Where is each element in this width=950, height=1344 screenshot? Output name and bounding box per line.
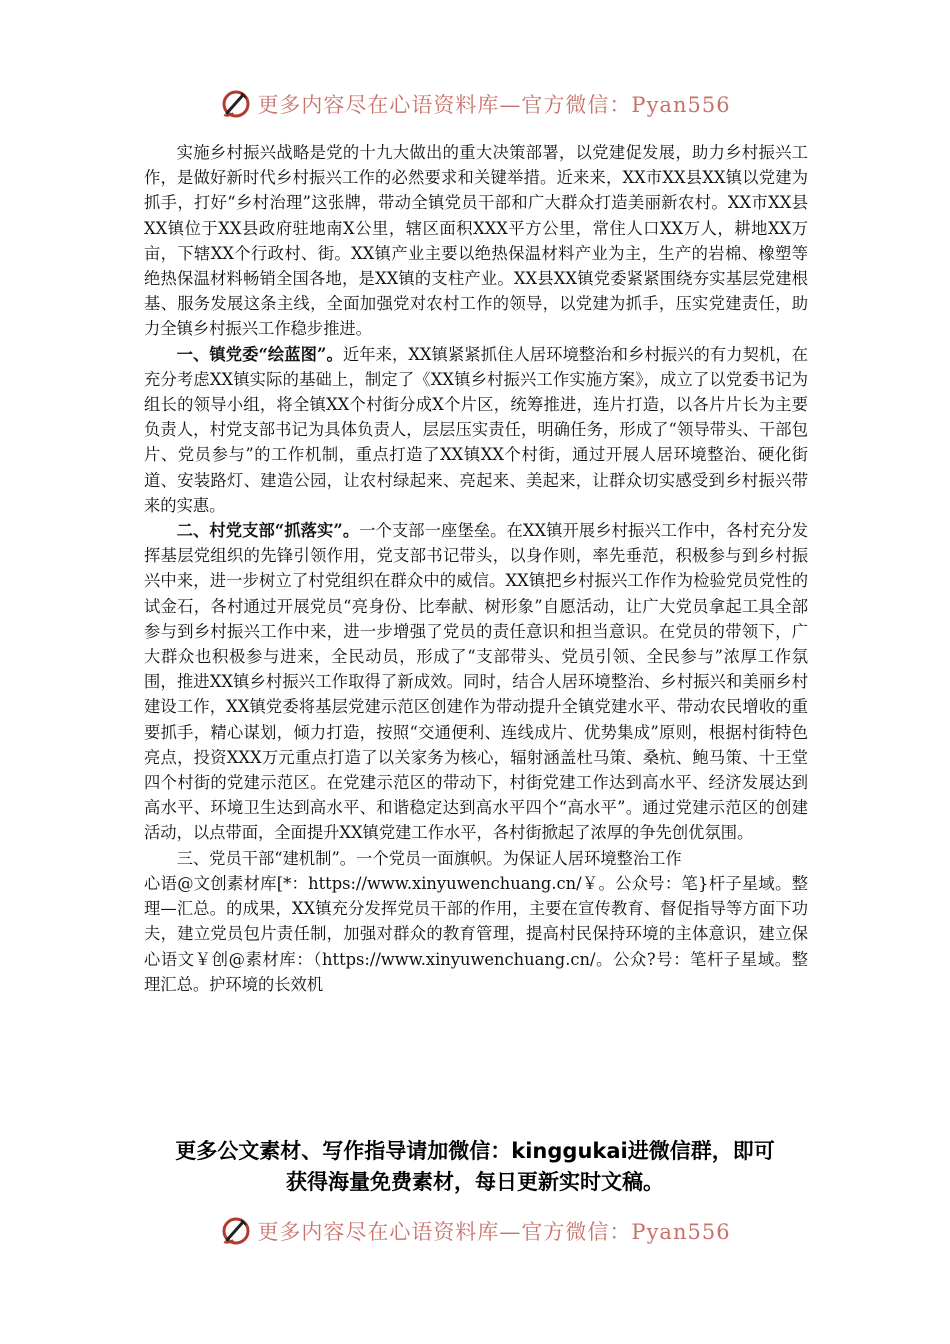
footer-banner[interactable] bbox=[0, 1211, 950, 1251]
cta-line-1: 更多公文素材、写作指导请加微信：kinggukai进微信群，即可 bbox=[175, 1139, 775, 1163]
banner-text: 更多内容尽在心语资料库—官方微信：Pyan556 bbox=[257, 1220, 731, 1244]
section-1-paragraph bbox=[144, 342, 808, 518]
section-2-body: 一个支部一座堡垒。在XX镇开展乡村振兴工作中，各村充分发挥基层党组织的先锋引领作用，党支部书记带头，以身作则，率先垂范，积极参与到乡村振兴中来，进一步树立了村党组织在群众中的威信。XX镇把乡村振兴工作作为检验党员党性的试金石，各村通过开展党员“亮身份、比奉献、树形象”自愿活动，让广大党员拿起工具全部参与到乡村振兴工作中来，进一步增强了党员的责任意识和担当意识。在党员的带领下，广大群众也积极参与进来，全民动员，形成了“支部带头、党员引领、全民参与”浓厚工作氛围，推进XX镇乡村振兴工作取得了新成效。同时，结合人居环境整治、乡村振兴和美丽乡村建设工作，XX镇党委将基层党建示范区创建作为带动提升全镇党建水平、带动农民增收的重要抓手，精心谋划，倾力打造，按照“交通便利、连线成片、优势集成”原则，根据村街特色亮点，投资XXX万元重点打造了以关家务为核心，辐射涵盖杜马策、桑杭、鲍马策、十王堂四个村街的党建示范区。在党建示范区的带动下，村街党建工作达到高水平、经济发展达到高水平、环境卫生达到高水平、和谐稳定达到高水平四个“高水平”。通过党建示范区的创建活动，以点带面，全面提升XX镇党建工作水平，各村街掀起了浓厚的争先创优氛围。 bbox=[144, 521, 808, 843]
cta-line-2: 获得海量免费素材，每日更新实时文稿。 bbox=[286, 1170, 664, 1194]
section-3-paragraph: 三、党员干部“建机制”。一个党员一面旗帜。为保证人居环境整治工作 bbox=[176, 848, 682, 868]
section-1-heading: 一、镇党委“绘蓝图”。 bbox=[176, 344, 343, 364]
section-1-body: 近年来，XX镇紧紧抓住人居环境整治和乡村振兴的有力契机，在充分考虑XX镇实际的基础上，制定了《XX镇乡村振兴工作实施方案》，成立了以党委书记为组长的领导小组，将全镇XX个村街分成X个片区，统筹推进，连片打造，以各片片长为主要负责人，村党支部书记为具体负责人，层层压实责任，明确任务，形成了“领导带头、干部包片、党员参与”的工作机制，重点打造了XX镇XX个村街，通过开展人居环境整治、硬化街道、安装路灯、建造公园，让农村绿起来、亮起来、美起来，让群众切实感受到乡村振兴带来的实惠。 bbox=[144, 344, 809, 515]
section-2-heading: 二、村党支部“抓落实”。 bbox=[176, 521, 360, 541]
section-3-continuation: 心语@文创素材库[*：https://www.xinyuwenchuang.cn/￥。公众号：笔}杆子星域。整理—汇总。的成果，XX镇充分发挥党员干部的作用，主要在宣传教育、督促指导等方面下功夫，建立党员包片责任制，加强对群众的教育管理，提高村民保持环境的主体意识，建立保心语文￥创@素材库：（https://www.xinyuwenchuang.cn/。公众?号：笔杆子星域。整理汇总。护环境的长效机 bbox=[144, 873, 808, 994]
section-2-paragraph bbox=[144, 518, 808, 846]
banner-text: 更多内容尽在心语资料库—官方微信：Pyan556 bbox=[257, 93, 731, 117]
header-banner[interactable] bbox=[0, 84, 950, 124]
intro-paragraph: 实施乡村振兴战略是党的十九大做出的重大决策部署，以党建促发展，助力乡村振兴工作，是做好新时代乡村振兴工作的必然要求和关键举措。近来来，XX市XX县XX镇以党建为抓手，打好“乡村治理”这张牌，带动全镇党员干部和广大群众打造美丽新农村。XX市XX县XX镇位于XX县政府驻地南X公里，辖区面积XXX平方公里，常住人口XX万人，耕地XX万亩，下辖XX个行政村、街。XX镇产业主要以绝热保温材料产业为主，生产的岩棉、橡塑等绝热保温材料畅销全国各地，是XX镇的支柱产业。XX县XX镇党委紧紧围绕夯实基层党建根基、服务发展这条主线，全面加强党对农村工作的领导，以党建为抓手，压实党建责任，助力全镇乡村振兴工作稳步推进。 bbox=[144, 143, 808, 339]
pen-swirl-icon bbox=[219, 87, 253, 121]
wechat-cta bbox=[100, 1136, 850, 1198]
pen-swirl-icon bbox=[219, 1214, 253, 1248]
article-body bbox=[144, 140, 808, 997]
